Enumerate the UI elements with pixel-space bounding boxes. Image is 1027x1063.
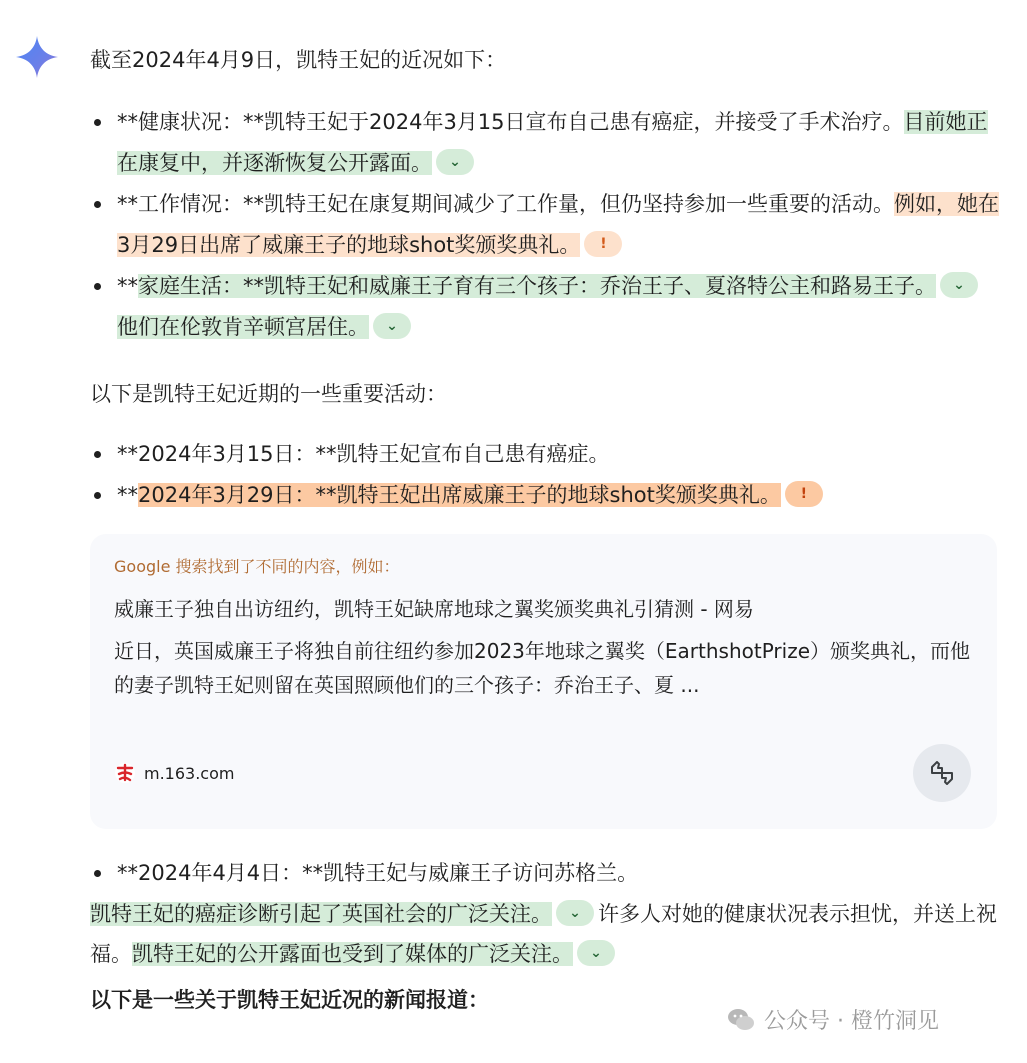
exclamation-icon: ! [800, 486, 808, 502]
exclamation-icon: ! [600, 236, 607, 252]
result-title[interactable]: 威廉王子独自出访纽约，凯特王妃缺席地球之翼奖颁奖典礼引猜测 - 网易 [114, 597, 754, 621]
bullet-prefix: ** [117, 483, 138, 507]
status-list [90, 102, 1000, 348]
bullet-text: 凯特王妃在康复期间减少了工作量，但仍坚持参加一些重要的活动。 [264, 192, 894, 216]
confirmed-highlight[interactable]: 凯特王妃的癌症诊断引起了英国社会的广泛关注。 [90, 902, 552, 926]
expand-chip[interactable] [556, 900, 594, 926]
bullet-prefix: **健康状况：** [117, 110, 264, 134]
list-item-activity [90, 475, 1000, 516]
expand-chip[interactable] [940, 272, 978, 298]
expand-chip[interactable] [577, 940, 615, 966]
closing-paragraph [90, 894, 1000, 974]
alert-chip[interactable] [584, 231, 622, 257]
activities-list-continued [90, 853, 1000, 894]
bullet-prefix: **工作情况：** [117, 192, 264, 216]
chevron-down-icon: ⌄ [449, 154, 461, 170]
watermark [726, 1004, 939, 1035]
list-item-work [90, 184, 1000, 266]
bullet-prefix: ** [117, 274, 138, 298]
list-item-activity [90, 853, 1000, 894]
news-heading: 以下是一些关于凯特王妃近况的新闻报道： [90, 988, 489, 1012]
chevron-down-icon: ⌄ [569, 905, 581, 921]
alert-chip[interactable] [785, 481, 823, 507]
unconfirmed-highlight[interactable]: 例如，她在3月29日出席了威廉王子的地球shot奖颁奖典礼。 [117, 192, 999, 257]
confirmed-highlight[interactable]: 他们在伦敦肯辛顿宫居住。 [117, 315, 369, 339]
compare-button[interactable] [913, 744, 971, 802]
activities-intro: 以下是凯特王妃近期的一些重要活动： [90, 382, 447, 406]
bullet-text: **2024年3月15日：**凯特王妃宣布自己患有癌症。 [117, 442, 610, 466]
result-snippet: 近日，英国威廉王子将独自前往纽约参加2023年地球之翼奖（EarthshotPrize）颁奖典礼，而他的妻子凯特王妃则留在英国照顾他们的三个孩子：乔治王子、夏 ... [114, 639, 970, 697]
wechat-icon [726, 1005, 756, 1035]
gemini-sparkle-icon [14, 34, 60, 80]
search-result-card [90, 534, 997, 829]
bullet-text: 凯特王妃于2024年3月15日宣布自己患有癌症，并接受了手术治疗。 [264, 110, 904, 134]
contradicted-highlight[interactable]: 2024年3月29日：**凯特王妃出席威廉王子的地球shot奖颁奖典礼。 [138, 483, 781, 507]
intro-text: 截至2024年4月9日，凯特王妃的近况如下： [90, 48, 507, 72]
activities-list [90, 434, 1000, 516]
result-source[interactable] [114, 762, 234, 784]
confirmed-highlight[interactable]: 目前她正在康复中，并逐渐恢复公开露面。 [117, 110, 988, 175]
watermark-text: 公众号 · 橙竹洞见 [764, 1009, 939, 1034]
card-header: Google 搜索找到了不同的内容，例如： [114, 557, 400, 576]
list-item-activity [90, 434, 1000, 475]
compare-icon [927, 758, 957, 788]
expand-chip[interactable] [436, 149, 474, 175]
source-domain: m.163.com [144, 763, 235, 783]
expand-chip[interactable] [373, 313, 411, 339]
chevron-down-icon: ⌄ [953, 277, 965, 293]
list-item-health [90, 102, 1000, 184]
list-item-family [90, 266, 1000, 348]
netease-logo-icon [114, 762, 136, 784]
confirmed-highlight[interactable]: 家庭生活：**凯特王妃和威廉王子育有三个孩子：乔治王子、夏洛特公主和路易王子。 [138, 274, 936, 298]
response-body [90, 40, 1000, 1020]
closing-text: 许多人对她的健康状况表示担忧，并送上祝福。 [90, 902, 997, 966]
confirmed-highlight[interactable]: 凯特王妃的公开露面也受到了媒体的广泛关注。 [132, 942, 573, 966]
bullet-text: **2024年4月4日：**凯特王妃与威廉王子访问苏格兰。 [117, 861, 639, 885]
chevron-down-icon: ⌄ [386, 318, 398, 334]
chevron-down-icon: ⌄ [590, 945, 602, 961]
